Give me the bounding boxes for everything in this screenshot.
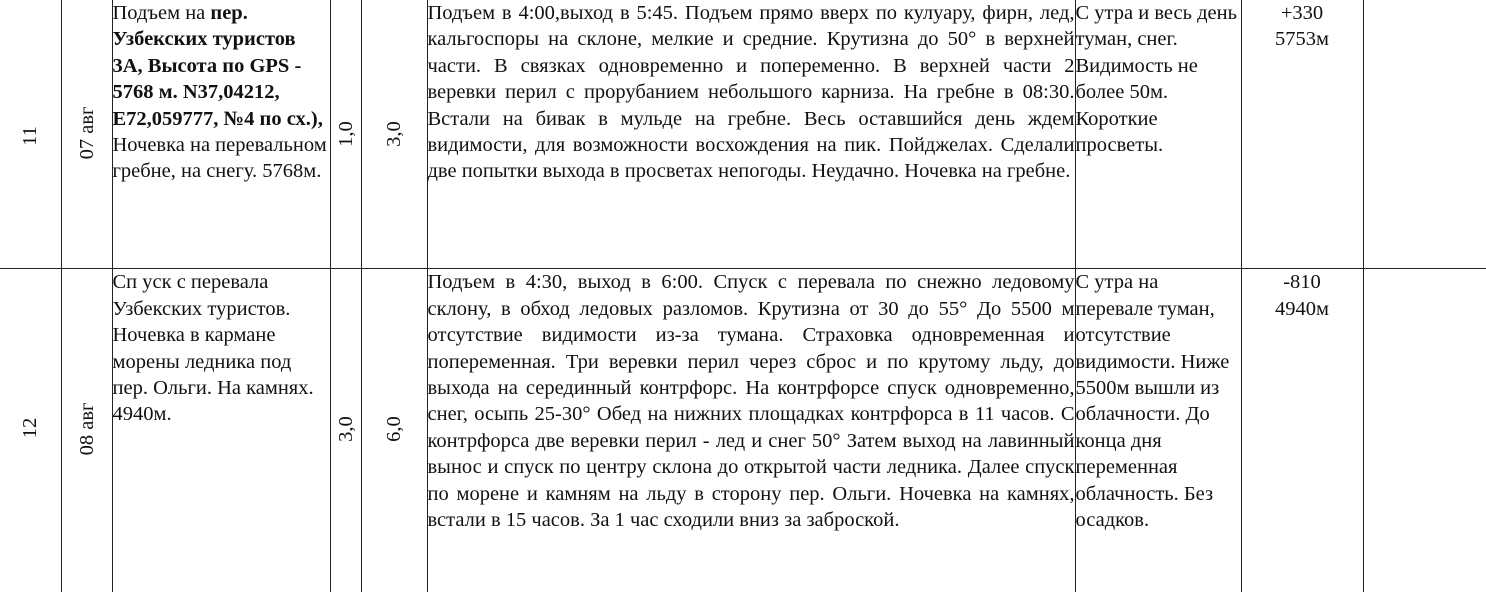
elevation-value: 5753м (1275, 28, 1329, 51)
value-1: 3,0 (334, 416, 357, 443)
value-2: 6,0 (382, 416, 405, 443)
date-cell (61, 269, 112, 592)
route-text: Сп уск с перевала Узбекских туристов. Ночевка в кармане морены ледника под пер. Ольги. На камнях. 4940м. (112, 271, 314, 426)
value-cell-1 (330, 269, 361, 592)
value-cell-1 (330, 0, 361, 269)
empty-cell (1363, 0, 1486, 269)
date-label: 07 авг (75, 106, 98, 160)
table-row (0, 269, 1486, 592)
weather-cell: С утра на перевале туман, отсутствие видимости. Ниже 5500м вышли из облачности. До конца дня переменная облачность. Без осадков. (1075, 269, 1241, 592)
pass-name-bold: пер. Узбекских туристов 3А, Высота по GPS - 5768 м. N37,04212, E72,059777, №4 по сх.), (112, 2, 323, 130)
table-row (0, 0, 1486, 269)
description-cell: Подъем в 4:00,выход в 5:45. Подъем прямо вверх по кулуару, фирн, лед, кальгоспоры на склоне, мелкие и средние. Крутизна до 50° в верхней части. В связках одновременно и попеременно. В верхней части 2 веревки перил с прорубанием небольшого карниза. На гребне в 08:30. Встали на бивак в мульде на гребне. Весь оставшийся день ждем видимости, для возможности восхождения на пик. Пойджелах. Сделали две попытки выхода в просветах непогоды. Неудачно. Ночевка на гребне. (427, 0, 1075, 269)
description-cell: Подъем в 4:30, выход в 6:00. Спуск с перевала по снежно ледовому склону, в обход ледовых разломов. Крутизна от 30 до 55° До 5500 м отсутствие видимости из-за тумана. Страховка одновременная и попеременная. Три веревки перил через сброс и по крутому льду, до выхода на серединный контрфорс. На контрфорсе спуск одновременно, снег, осыпь 25-30° Обед на нижних площадках контрфорса в 11 часов. С контрфорса две веревки перил - лед и снег 50° Затем выход на лавинный вынос и спуск по центру склона до открытой части ледника. Далее спуск по морене и камням на льду в сторону пер. Ольги. Ночевка на камнях, встали в 15 часов. За 1 час сходили вниз за заброской. (427, 269, 1075, 592)
route-cell (112, 269, 330, 592)
date-cell (61, 0, 112, 269)
day-number: 11 (19, 126, 42, 146)
value-1: 1,0 (334, 121, 357, 147)
day-number-cell (0, 0, 61, 269)
value-2: 3,0 (382, 121, 405, 147)
elevation-change: +330 (1280, 2, 1324, 24)
route-text: Подъем на (112, 2, 211, 24)
route-text: Ночевка на перевальном гребне, на снегу. 5768м. (112, 134, 327, 183)
elevation-cell (1241, 269, 1363, 592)
day-number: 12 (19, 418, 42, 439)
value-cell-2 (361, 269, 427, 592)
elevation-value: 4940м (1275, 297, 1329, 320)
elevation-cell (1241, 0, 1363, 269)
empty-cell (1363, 269, 1486, 592)
day-number-cell (0, 269, 61, 592)
route-cell (112, 0, 330, 269)
value-cell-2 (361, 0, 427, 269)
elevation-change: -810 (1283, 271, 1321, 294)
date-label: 08 авг (75, 403, 98, 456)
weather-cell: С утра и весь день туман, снег. Видимость не более 50м. Короткие просветы. (1075, 0, 1241, 269)
